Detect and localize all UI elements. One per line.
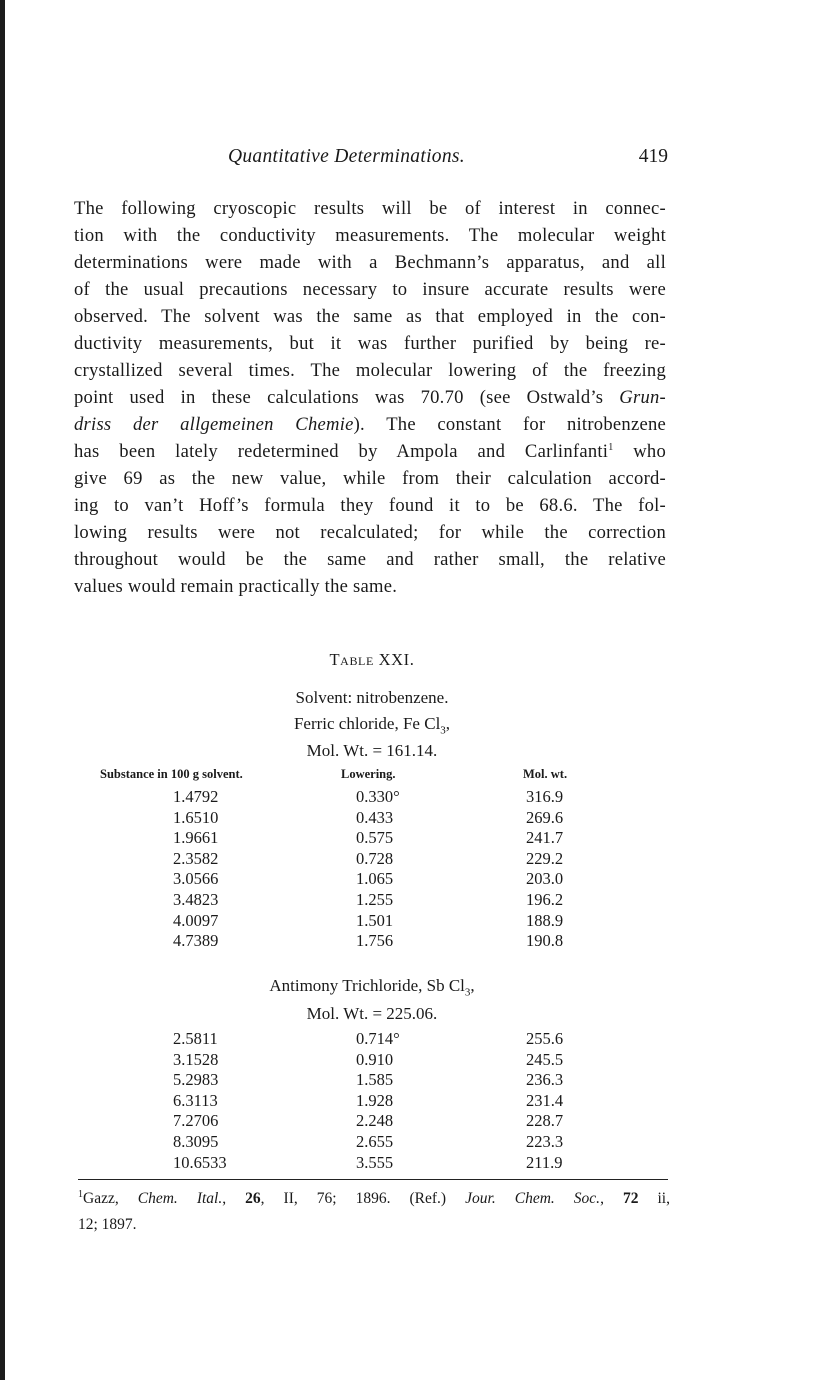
book-title-part: Grun- — [619, 387, 666, 408]
table-row — [74, 931, 670, 952]
body-paragraph — [74, 195, 666, 600]
cell-molwt: 211.9 — [526, 1152, 563, 1172]
cell-molwt: 231.4 — [526, 1090, 564, 1110]
page-number: 419 — [638, 146, 668, 167]
cell-molwt: 196.2 — [526, 890, 564, 909]
text-line: ductivity measurements, but it was further purified by being re- — [74, 333, 666, 354]
formula-subscript: 3 — [464, 986, 471, 999]
cell-substance: 3.1528 — [173, 1049, 219, 1069]
table-row — [74, 911, 670, 932]
compound-name: Antimony Trichloride, Sb Cl — [269, 976, 465, 995]
section-compound-antimony — [74, 976, 670, 999]
cell-substance: 8.3095 — [173, 1132, 219, 1151]
cell-substance: 2.3582 — [173, 848, 219, 868]
cell-molwt: 241.7 — [526, 828, 564, 848]
cell-substance: 2.5811 — [173, 1029, 218, 1048]
volume-number: 26 — [245, 1190, 261, 1207]
text-segment: Gazz, — [83, 1190, 138, 1207]
cell-lowering: 1.928 — [356, 1090, 394, 1110]
text-line: The following cryoscopic results will be of interest in connec- — [74, 198, 666, 219]
cell-substance: 3.4823 — [173, 890, 219, 909]
punctuation: , — [445, 714, 451, 733]
cell-lowering: 1.065 — [356, 869, 394, 889]
compound-name: Ferric chloride, Fe Cl — [293, 714, 441, 733]
cell-substance: 4.0097 — [173, 910, 219, 930]
cell-molwt: 245.5 — [526, 1049, 564, 1069]
cell-lowering: 0.330° — [356, 787, 400, 806]
text-segment: , — [600, 1190, 623, 1207]
cell-molwt: 269.6 — [526, 807, 564, 827]
journal-name: Jour. Chem. Soc. — [465, 1190, 601, 1207]
cell-molwt: 203.0 — [526, 869, 564, 889]
cell-lowering: 0.575 — [356, 828, 394, 848]
cell-substance: 10.6533 — [173, 1152, 227, 1172]
table-row — [74, 1111, 670, 1132]
text-line: ing to van’t Hoff’s formula they found it to be 68.6. The fol- — [74, 495, 666, 516]
cell-lowering: 1.585 — [356, 1070, 394, 1090]
punctuation: , — [470, 976, 475, 995]
footnote-marker: 1 — [78, 1188, 83, 1200]
cell-lowering: 2.655 — [356, 1132, 394, 1151]
footnote-ref: 1 — [608, 441, 614, 453]
table-row — [74, 1070, 670, 1091]
cell-substance: 5.2983 — [173, 1070, 219, 1090]
column-header-substance: Substance in 100 g solvent. — [100, 767, 243, 781]
table-solvent: Solvent: nitrobenzene. — [295, 688, 449, 707]
scan-border — [0, 0, 5, 1380]
text-segment: point used in these calculations was 70.70 (see Ostwald’s — [74, 387, 620, 408]
cell-molwt: 229.2 — [526, 848, 564, 868]
cell-lowering: 0.910 — [356, 1049, 394, 1069]
table-caption: Table XXI. — [329, 650, 415, 669]
cell-lowering: 0.714° — [356, 1029, 400, 1048]
table-row — [74, 1153, 670, 1174]
footnote-line: 12; 1897. — [78, 1216, 137, 1233]
text-line: observed. The solvent was the same as that employed in the con- — [74, 306, 666, 327]
cell-lowering: 2.248 — [356, 1111, 394, 1131]
cell-lowering: 0.433 — [356, 807, 394, 827]
cell-substance: 1.6510 — [173, 807, 219, 827]
section-compound-ferric — [74, 714, 670, 737]
cell-molwt: 228.7 — [526, 1111, 564, 1131]
formula-subscript: 3 — [440, 724, 446, 737]
text-line — [74, 438, 666, 465]
table-row — [74, 1091, 670, 1112]
table-row — [74, 1029, 670, 1050]
text-segment: ii, — [638, 1190, 670, 1207]
table-row — [74, 1132, 670, 1153]
text-line: give 69 as the new value, while from their calculation accord- — [74, 468, 666, 489]
cell-molwt: 316.9 — [526, 787, 564, 806]
table-row — [74, 828, 670, 849]
text-line: crystallized several times. The molecular lowering of the freezing — [74, 360, 666, 381]
section-molwt-ferric: Mol. Wt. = 161.14. — [306, 741, 438, 760]
text-segment: ). The constant for nitrobenzene — [353, 414, 666, 435]
table-row — [74, 849, 670, 870]
footnote — [78, 1186, 670, 1238]
table-column-headers — [74, 767, 670, 783]
text-segment: , — [222, 1190, 246, 1207]
text-segment: who — [613, 441, 667, 462]
text-line: lowing results were not recalculated; for while the correction — [74, 522, 666, 543]
table-row — [74, 808, 670, 829]
cell-lowering: 3.555 — [356, 1152, 394, 1172]
table-row — [74, 869, 670, 890]
table-row — [74, 1050, 670, 1071]
book-title-part: driss der allgemeinen Chemie — [74, 414, 354, 435]
cell-lowering: 0.728 — [356, 848, 394, 868]
cell-lowering: 1.501 — [356, 910, 394, 930]
cell-molwt: 255.6 — [526, 1029, 564, 1048]
footnote-rule — [78, 1179, 668, 1180]
cell-substance: 6.3113 — [173, 1090, 218, 1110]
journal-name: Chem. Ital. — [137, 1190, 223, 1207]
column-header-lowering: Lowering. — [341, 767, 396, 781]
table-row — [74, 890, 670, 911]
cell-substance: 1.4792 — [173, 787, 219, 806]
text-segment: , II, 76; 1896. (Ref.) — [260, 1190, 466, 1207]
volume-number: 72 — [622, 1190, 639, 1207]
section-molwt-antimony: Mol. Wt. = 225.06. — [306, 1004, 438, 1023]
cell-molwt: 223.3 — [526, 1132, 564, 1151]
cell-molwt: 188.9 — [526, 910, 564, 930]
cell-molwt: 236.3 — [526, 1070, 564, 1090]
cell-substance: 3.0566 — [173, 869, 219, 889]
column-header-molwt: Mol. wt. — [523, 767, 568, 781]
running-header — [74, 146, 670, 172]
cell-substance: 7.2706 — [173, 1111, 219, 1131]
cell-lowering: 1.756 — [356, 931, 394, 951]
text-line: values would remain practically the same. — [74, 576, 398, 597]
text-line: tion with the conductivity measurements. The molecular weight — [74, 225, 666, 246]
text-line — [74, 411, 666, 438]
cell-substance: 4.7389 — [173, 931, 219, 951]
table-row — [74, 787, 670, 808]
footnote-line — [78, 1186, 670, 1212]
text-line: of the usual precautions necessary to insure accurate results were — [74, 279, 666, 300]
cell-molwt: 190.8 — [526, 931, 564, 951]
text-line — [74, 384, 666, 411]
running-title: Quantitative Determinations. — [228, 146, 465, 167]
cell-substance: 1.9661 — [173, 828, 219, 848]
text-line: throughout would be the same and rather small, the relative — [74, 549, 666, 570]
text-line: determinations were made with a Bechmann’s apparatus, and all — [74, 252, 666, 273]
cell-lowering: 1.255 — [356, 890, 394, 909]
text-segment: has been lately redetermined by Ampola and Carlinfanti — [74, 441, 609, 462]
